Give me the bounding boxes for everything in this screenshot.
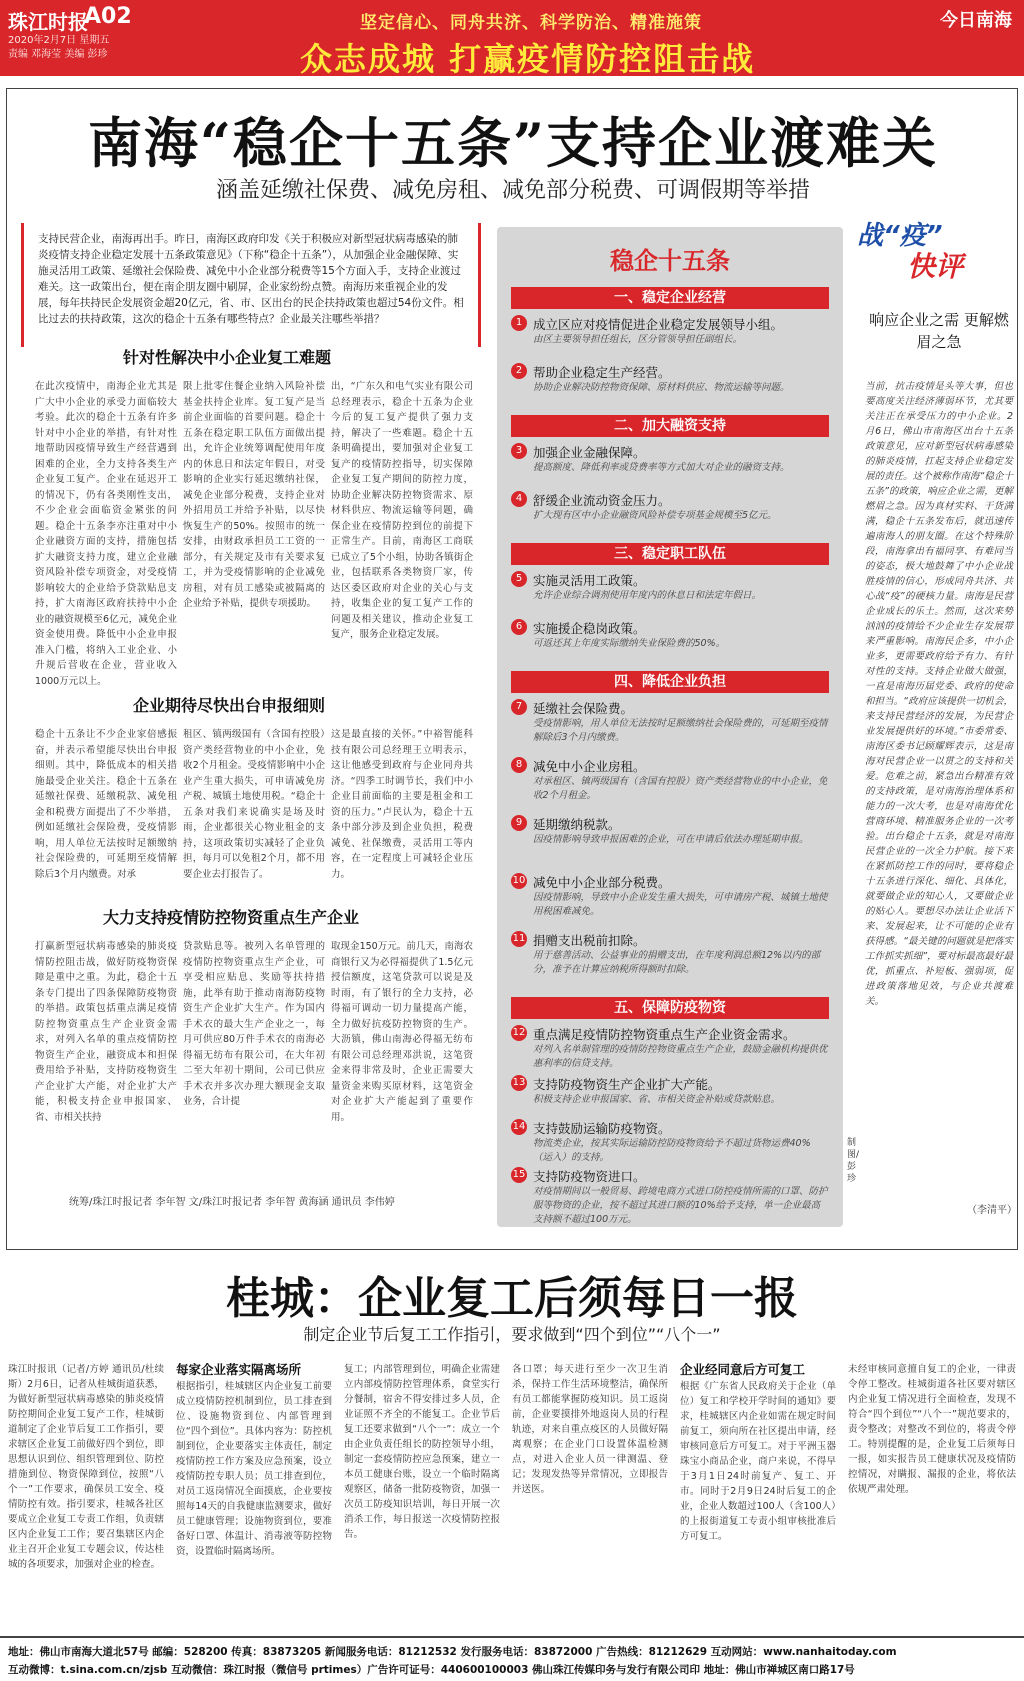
measure-heading: 实施灵活用工政策。 bbox=[533, 573, 646, 588]
measure-description: 提高额度、降低利率或贷费率等方式加大对企业的融资支持。 bbox=[533, 462, 790, 473]
commentary-body: 当前，抗击疫情是头等大事，但也要高度关注经济薄弱环节，尤其要关注正在承受压力的中小企业。2月6日，佛山市南海区出台十五条政策意见，应对新型冠状病毒感染的肺炎疫情，扛起支持企业稳定发展的责任。这个被称作南海“稳企十五条”的政策，响应企业之需，更解燃眉之急。因为真材实料、干货满满，稳企十五条发布后，就迅速传遍南海人的朋友圈。在这个特殊阶段，南海拿出有福同享、有难同当的姿态，极大地鼓舞了中小企业战胜疫情的信心，形成同舟共济、共心战“疫”的硬核力量。南海是民营企业成长的乐土。然而，这次来势汹汹的疫情给不少企业生存发展带来严重影响。南海民企多，中小企业多，更需要政府给予有力、有针对性的支持。支持企业做大做强，一直是南海历届党委、政府的使命和担当。“政府应该提供一切机会，来支持民营经济的发展，为民营企业发展提供好的环境。”市委常委、南海区委书记顾耀辉表示，这是南海对民营企业一以贯之的支持和关爱。危难之前，紧急出台精准有效的支持政策，是对南海治理体系和能力的一次大考，也是对南海优化营商环境、精准服务企业的一次考验。出台稳企十五条，就是对南海民营企业的一次全力护航。接下来在紧抓防控工作的同时，要将稳企十五条进行深化、细化、具体化，就要做企业的知心人，又要做企业的贴心人。要想尽办法让企业活下来、发展起来，让不可能的企业有获得感。“最关键的问题就是把落实工作抓实抓细”，要对标最高最好最优，抓重点、补短板、强弱项，促进政策落地见效，与企业共渡难关。 bbox=[865, 381, 1013, 1007]
measure-number: 13 bbox=[511, 1075, 527, 1091]
article-column: 这是最直接的关怀。”中裕智能科技有限公司总经理王立明表示，这让他感受到政府与企业同舟共济。“四季工时调节长，我们中小企业目前面临的主要是租金和工资的压力。”卢民认为，稳企十五条中部分涉及到企业负担，税费减免、社保缴费，灵活用工等内容，在一定程度上可减轻企业压力。 bbox=[331, 729, 473, 880]
article2-subsection-title: 每家企业落实隔离场所 bbox=[176, 1362, 302, 1377]
article2-column-text: 根据指引，桂城辖区内企业复工前要成立疫情防控机制到位，员工排查到位、设施物资到位、内部管理到位“四个到位”。具体内容为：防控机制到位，企业要落实主体责任，制定疫情防控工作方案及应急预案，设立疫情防控专职人员；员工排查到位，对员工返岗情况全面摸底，企业要按照每14天的自我健康监测要求，做好员工健康管理；设施物资到位，要准备好口罩、体温计、消毒液等防控物资，设置临时隔离场所。 bbox=[176, 1381, 332, 1557]
measure-description: 积极支持企业申报国家、省、市相关资金补贴或贷款贴息。 bbox=[533, 1094, 781, 1105]
measure-number: 7 bbox=[511, 699, 527, 715]
issue-date: 2020年2月7日 星期五 bbox=[8, 35, 110, 46]
measure-heading: 加强企业金融保障。 bbox=[533, 445, 646, 460]
measure-description: 对疫情期间以一般贸易、跨境电商方式进口防控疫情所需的口罩、防护服等物资的企业，按不超过其进口额的10%给予支持，单一企业最高支持额不超过100万元。 bbox=[533, 1186, 828, 1225]
measure-description: 可返还其上年度实际缴纳失业保险费的50%。 bbox=[533, 638, 726, 649]
article-lead: 支持民营企业，南海再出手。昨日，南海区政府印发《关于积极应对新型冠状病毒感染的肺炎疫情支持企业稳定发展十五条政策意见》（下称“稳企十五条”），从加强企业金融保障、实施灵活用工政策、延缴社会保险费、减免中小企业部分税费等15个方面入手，支持企业渡过难关。这一政策出台，便在南企朋友圈中刷屏，企业家纷纷点赞。南海历来重视企业的发展，每年扶持民企发展资金超20亿元，省、市、区出台的民企扶持政策也超过54份文件。相比过去的扶持政策，这次的稳企十五条有哪些特点？企业最关注哪些举措？ bbox=[21, 223, 481, 347]
commentary-title: 响应企业之需 更解燃眉之急 bbox=[869, 311, 1009, 351]
measure-description: 扩大现有区中小企业融资风险补偿专项基金规模至5亿元。 bbox=[533, 510, 777, 521]
newspaper-logo: 珠江时报 bbox=[8, 10, 88, 34]
measure-number: 6 bbox=[511, 619, 527, 635]
measure-description: 对列入名单制管理的疫情防控物资重点生产企业，鼓励金融机构提供优惠利率的信贷支持。 bbox=[533, 1044, 828, 1069]
article2-column bbox=[176, 1360, 332, 1626]
measure-heading: 减免中小企业部分税费。 bbox=[533, 875, 671, 890]
measure-description: 协助企业解决防控物资保障、原材料供应、物流运输等问题。 bbox=[533, 382, 790, 393]
commentary-logo: 战“疫” bbox=[857, 221, 943, 251]
measure-description: 因疫情影响导致申报困难的企业，可在申请后依法办理延期申报。 bbox=[533, 834, 809, 845]
editors: 责编 邓海莹 美编 彭珍 bbox=[8, 49, 108, 60]
measure-category: 二、加大融资支持 bbox=[511, 415, 829, 437]
measure-description: 由区主要领导担任组长，区分管领导担任副组长。 bbox=[533, 334, 743, 345]
article2-column bbox=[848, 1360, 1016, 1626]
article-byline: 统筹/珠江时报记者 李年智 文/珠江时报记者 李年智 黄海涵 通讯员 李伟婷 bbox=[69, 1197, 395, 1208]
article2-subsection-title: 企业经同意后方可复工 bbox=[680, 1362, 806, 1377]
measure-heading: 舒缓企业流动资金压力。 bbox=[533, 493, 671, 508]
footer-contact: 地址：佛山市南海大道北57号 邮编：528200 传真：83873205 新闻服务电话：81212532 发行服务电话：83872000 广告热线：81212629 互动网站：www.nanhaitoday.com bbox=[8, 1646, 897, 1658]
measure-category: 一、稳定企业经营 bbox=[511, 287, 829, 309]
article2-column-text: 复工；内部管理到位，明确企业需建立内部疫情防控管理体系，食堂实行分餐制，宿舍不得安排过多人员，企业证照不齐全的不能复工。企业节后复工还要求做到“八个一”：成立一个由企业负责任组长的防控领导小组，制定一套疫情防控应急预案，建立一本员工健康台账，设立一个临时隔离观察区，储备一批防疫物资，加强一次员工防疫知识培训，每日开展一次消杀工作，每日报送一次疫情防控报告。 bbox=[344, 1364, 500, 1540]
article2-column bbox=[512, 1360, 668, 1626]
measure-description: 受疫情影响，用人单位无法按时足额缴纳社会保险费的，可延期至疫情解除后3个月内缴费。 bbox=[533, 718, 828, 743]
commentary-author: （李清平） bbox=[967, 1205, 1017, 1216]
measure-number: 11 bbox=[511, 931, 527, 947]
measure-description: 物流类企业，按其实际运输防控防疫物资给予不超过货物运费40%（运入）的支持。 bbox=[533, 1138, 811, 1163]
page-footer bbox=[0, 1636, 1024, 1681]
article-column: 出，“广东久和电气实业有限公司总经理表示，稳企十五条为企业今后的复工复产提供了强力支持，解决了一些难题。稳企十五条明确提出，要加强对企业复工复产的疫情防控指导，切实保障企业复工复产期间的防控力度，协助企业解决防控物资需求、原材料供应、物流运输等问题，确保企业在疫情防控到位的前提下正常生产。目前，南海区工商联已成立了5个小组，协助各镇街企业，包括联系各类物资厂家，传达区委区政府对企业的关心与支持，收集企业的复工复产工作的问题及相关建议，推动企业复工复产，服务企业稳定发展。 bbox=[331, 381, 473, 640]
article-column: 打赢新型冠状病毒感染的肺炎疫情防控阻击战，做好防疫物资保障是重中之重。为此，稳企十五条专门提出了四条保障防疫物资的举措。政策包括重点满足疫情防控物资重点生产企业资金需求，对列入名单的重点疫情防控物资生产企业，融资成本和担保费用给予补贴，支持防疫物资生产企业扩大产能，对企业扩大产能，积极支持企业申报国家、省、市相关扶持 bbox=[35, 941, 177, 1123]
banner-slogan: 坚定信心、同舟共济、科学防治、精准施策 bbox=[360, 13, 702, 33]
issue-meta bbox=[8, 34, 109, 62]
article-column: 贷款贴息等。被列入名单管理的疫情防控物资重点生产企业，可享受相应贴息、奖励等扶持措施，此举有助于推动南海防疫物资生产企业扩大生产。作为国内手术衣的最大生产企业之一，每月可供应80万件手术衣的南海必得福无纺布有限公司，在大年初二至大年初十期间，公司已供应手术衣并多次办理大额现金支取业务，合计提 bbox=[183, 941, 325, 1107]
article-subhead: 涵盖延缴社保费、减免房租、减免部分税费、可调假期等举措 bbox=[215, 178, 810, 203]
article2-column bbox=[344, 1360, 500, 1626]
measure-number: 4 bbox=[511, 491, 527, 507]
measure-description: 用于慈善活动、公益事业的捐赠支出，在年度利润总额12%以内的部分，准予在计算应纳税所得额时扣除。 bbox=[533, 950, 821, 975]
section-name: 今日南海 bbox=[940, 10, 1012, 31]
measure-category: 五、保障防疫物资 bbox=[511, 997, 829, 1019]
article2-column-text: 各口罩；每天进行至少一次卫生消杀，保持工作生活环境整洁，确保所有员工都能掌握防疫知识。员工返岗前，企业要摸排外地返岗人员的行程轨迹，对来自重点疫区的人员做好隔离观察；在企业门口设置体温检测点，对进入企业人员一律测温、登记；发现发热等异常情况，立即报告并送医。 bbox=[512, 1364, 668, 1495]
article2-column-text: 未经审核同意擅自复工的企业，一律责令停工整改。桂城街道各社区要对辖区内企业复工情况进行全面检查，发现不符合“四个到位”“八个一”规范要求的，责令整改；对整改不到位的，将责令停工。特别提醒的是，企业复工后须每日一报，如实报告员工健康状况及疫情防控情况，对瞒报、漏报的企业，将依法依规严肃处理。 bbox=[848, 1364, 1016, 1495]
article-column: 取现金150万元。前几天，南海农商银行又为必得福提供了1.5亿元授信额度，这笔贷款可以说是及时雨，有了银行的全力支持，必得福可调动一切力量提高产能，全力做好抗疫防控物资的生产。大沥镇，佛山南海必得福无纺布有限公司总经理邓洪说，这笔资金来得非常及时，企业正需要大量资金来购买原材料，这笔资金对企业扩大产能起到了重要作用。 bbox=[331, 941, 473, 1123]
banner-title: 众志成城 打赢疫情防控阻击战 bbox=[300, 40, 756, 78]
measure-heading: 支持鼓励运输防疫物资。 bbox=[533, 1121, 671, 1136]
article-headline: 南海“稳企十五条”支持企业渡难关 bbox=[87, 111, 939, 175]
measure-number: 3 bbox=[511, 443, 527, 459]
measure-category: 四、降低企业负担 bbox=[511, 671, 829, 693]
footer-publisher: 互动微博：t.sina.com.cn/zjsb 互动微信：珠江时报（微信号 prtimes）广告许可证号：440600100003 佛山珠江传媒印务与发行有限公司印 地址：佛山市禅城区南口路17号 bbox=[8, 1664, 855, 1676]
measures-title: 稳企十五条 bbox=[610, 247, 730, 275]
graphic-credit: 制图/彭珍 bbox=[847, 1138, 860, 1184]
article-column: 在此次疫情中，南海企业尤其是广大中小企业的承受力面临较大考验。此次的稳企十五条有许多针对中小企业的举措，有针对性地帮助因疫情导致生产经营遇到困难的企业，全力支持各类生产企业复工复产。企业在延迟开工的情况下，仍有各类刚性支出，不少企业会面临资金紧张的问题。稳企十五条李亦注重对中小企业融资方面的支持，措施包括扩大融资支持力度，建立企业融资风险补偿专项资金，对受疫情影响较大的企业给予贷款贴息支持，扩大南海区政府扶持中小企业的融资规模至6亿元，减免企业资金使用费。降低中小企业申报准入门槛，将纳入工业企业、小升规后营收在企业，营业收入1000万元以上。 bbox=[35, 381, 177, 687]
article-column: 限上批零住餐企业纳入风险补偿基金扶持企业库。复工复产是当前企业面临的首要问题。稳企十五条在稳定职工队伍方面做出提出，允许企业统筹调配使用年度内的休息日和法定年假日，对受影响的企业实行延迟缴纳社保，减免企业部分税费，支持企业对外招用员工并给予补贴，以尽快恢复生产的50%。按照市的统一安排，由财政承担员工工资的一部分，有关规定及市有关要求复工，并为受疫情影响的企业减免房租，对有员工感染或被隔离的企业给予补贴，提供专项援助。 bbox=[183, 381, 325, 609]
article2-headline: 桂城：企业复工后须每日一报 bbox=[226, 1273, 798, 1324]
commentary-logo-sub: 快评 bbox=[907, 250, 964, 283]
measure-heading: 捐赠支出税前扣除。 bbox=[533, 933, 646, 948]
measure-heading: 延期缴纳税款。 bbox=[533, 817, 621, 832]
measure-number: 2 bbox=[511, 363, 527, 379]
measure-number: 8 bbox=[511, 757, 527, 773]
measure-number: 5 bbox=[511, 571, 527, 587]
article-column: 租区、镇两级国有（含国有控股）资产类经营物业的中小企业，免收2个月租金。受疫情影响中小企业产生重大损失，可申请减免房产税、城镇土地使用税。“稳企十五条对我们来说确实是场及时雨，企业都很关心物业租金的支持，这项政策切实减轻了企业负担，每月可以免租2个月，都不用要企业去打报告了。 bbox=[183, 729, 325, 880]
section-title: 企业期待尽快出台申报细则 bbox=[133, 696, 326, 715]
measure-heading: 成立区应对疫情促进企业稳定发展领导小组。 bbox=[533, 317, 784, 332]
measure-category: 三、稳定职工队伍 bbox=[511, 543, 829, 565]
measure-number: 10 bbox=[511, 873, 527, 889]
measure-description: 对承租区、镇两级国有（含国有控股）资产类经营物业的中小企业，免收2个月租金。 bbox=[533, 776, 828, 801]
article2-subhead: 制定企业节后复工工作指引，要求做到“四个到位”“八个一” bbox=[303, 1325, 721, 1344]
page-number: A02 bbox=[84, 4, 132, 29]
measure-description: 因疫情影响，导致中小企业发生重大损失，可申请房产税、城镇土地使用税困难减免。 bbox=[533, 892, 828, 917]
article-column: 稳企十五条让不少企业家倍感振奋，并表示希望能尽快出台申报细则。其中，降低成本的相关措施最受企业关注。稳企十五条在延缴社保费、延缴税款、减免租金和税费方面提出了不少举措，例如延缴社会保险费，受疫情影响，用人单位无法按时足额缴纳社会保险费的，可延期至疫情解除后3个月内缴费。对承 bbox=[35, 729, 177, 880]
section-title: 针对性解决中小企业复工难题 bbox=[123, 348, 332, 367]
measure-number: 15 bbox=[511, 1167, 527, 1183]
masthead bbox=[0, 0, 1024, 76]
main-article bbox=[6, 88, 1018, 1250]
measure-number: 14 bbox=[511, 1119, 527, 1135]
measure-number: 9 bbox=[511, 815, 527, 831]
measure-heading: 减免中小企业房租。 bbox=[533, 759, 646, 774]
measure-heading: 延缴社会保险费。 bbox=[533, 701, 634, 716]
measure-number: 1 bbox=[511, 315, 527, 331]
section-title: 大力支持疫情防控物资重点生产企业 bbox=[103, 908, 360, 927]
measure-number: 12 bbox=[511, 1025, 527, 1041]
measure-heading: 重点满足疫情防控物资重点生产企业资金需求。 bbox=[533, 1027, 796, 1042]
measure-heading: 帮助企业稳定生产经营。 bbox=[533, 365, 671, 380]
measure-heading: 实施援企稳岗政策。 bbox=[533, 621, 646, 636]
article2-column-text: 珠江时报讯（记者/方婷 通讯员/杜续斯）2月6日，记者从桂城街道获悉，为做好新型冠状病毒感染的肺炎疫情防控期间企业复工复产工作，桂城街道制定了企业节后复工工作指引，要求辖区企业复工前做好四个到位，即思想认识到位、组织管理到位、防控措施到位、物资保障到位，按照“八个一”工作要求，确保员工安全、疫情防控有效。指引要求，桂城各社区要成立企业复工专责工作组，负责辖区内企业复工工作；要召集辖区内企业主召开企业复工专题会议，传达桂城的各项要求，加强对企业的检查。 bbox=[8, 1364, 164, 1570]
measure-description: 允许企业综合调剂使用年度内的休息日和法定年假日。 bbox=[533, 590, 762, 601]
article2-column-text: 根据《广东省人民政府关于企业（单位）复工和学校开学时间的通知》要求，桂城辖区内企业如需在规定时间前复工，须向所在社区提出申请，经审核同意后方可复工。对于平洲玉器珠宝小商品企业，商户来说，不得早于3月1日24时前复产、复工、开市。同时于2月9日24时后复工的企业，企业人数超过100人（含100人）的上报街道复工专责小组审核批准后方可复工。 bbox=[680, 1381, 836, 1542]
article2-column bbox=[680, 1360, 836, 1626]
measure-heading: 支持防疫物资进口。 bbox=[533, 1169, 646, 1184]
measures-panel bbox=[497, 227, 843, 1227]
article2-column bbox=[8, 1360, 164, 1626]
measure-heading: 支持防疫物资生产企业扩大产能。 bbox=[533, 1077, 721, 1092]
